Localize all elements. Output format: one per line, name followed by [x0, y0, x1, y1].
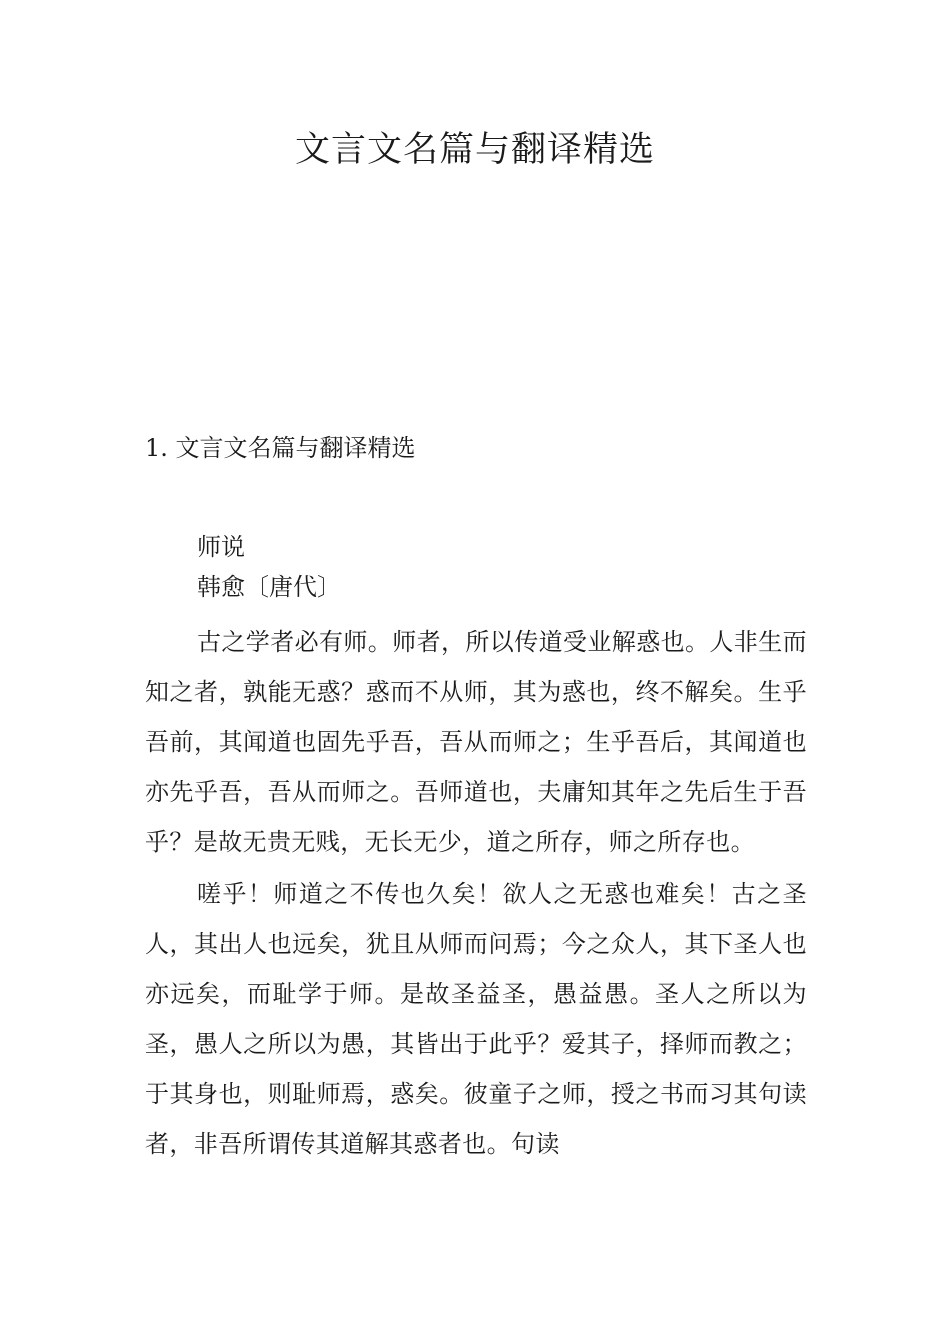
- essay-title: 师说: [197, 533, 245, 561]
- essay: [145, 527, 807, 1169]
- document-title: 文言文名篇与翻译精选: [294, 130, 655, 170]
- essay-author: 韩愈〔唐代〕: [197, 573, 341, 601]
- section-heading: 1. 文言文名篇与翻译精选: [145, 434, 416, 462]
- essay-paragraph-2: 嗟乎！师道之不传也久矣！欲人之无惑也难矣！古之圣人，其出人也远矣，犹且从师而问焉；今之众人，其下圣人也亦远矣，而耻学于师。是故圣益圣，愚益愚。圣人之所以为圣，愚人之所以为愚，其皆出于此乎？爱其子，择师而教之；于其身也，则耻师焉，惑矣。彼童子之师，授之书而习其句读者，非吾所谓传其道解其惑者也。句读: [145, 880, 807, 1158]
- essay-paragraph-1: 古之学者必有师。师者，所以传道受业解惑也。人非生而知之者，孰能无惑？惑而不从师，其为惑也，终不解矣。生乎吾前，其闻道也固先乎吾，吾从而师之；生乎吾后，其闻道也亦先乎吾，吾从而师之。吾师道也，夫庸知其年之先后生于吾乎？是故无贵无贱，无长无少，道之所存，师之所存也。: [145, 628, 807, 856]
